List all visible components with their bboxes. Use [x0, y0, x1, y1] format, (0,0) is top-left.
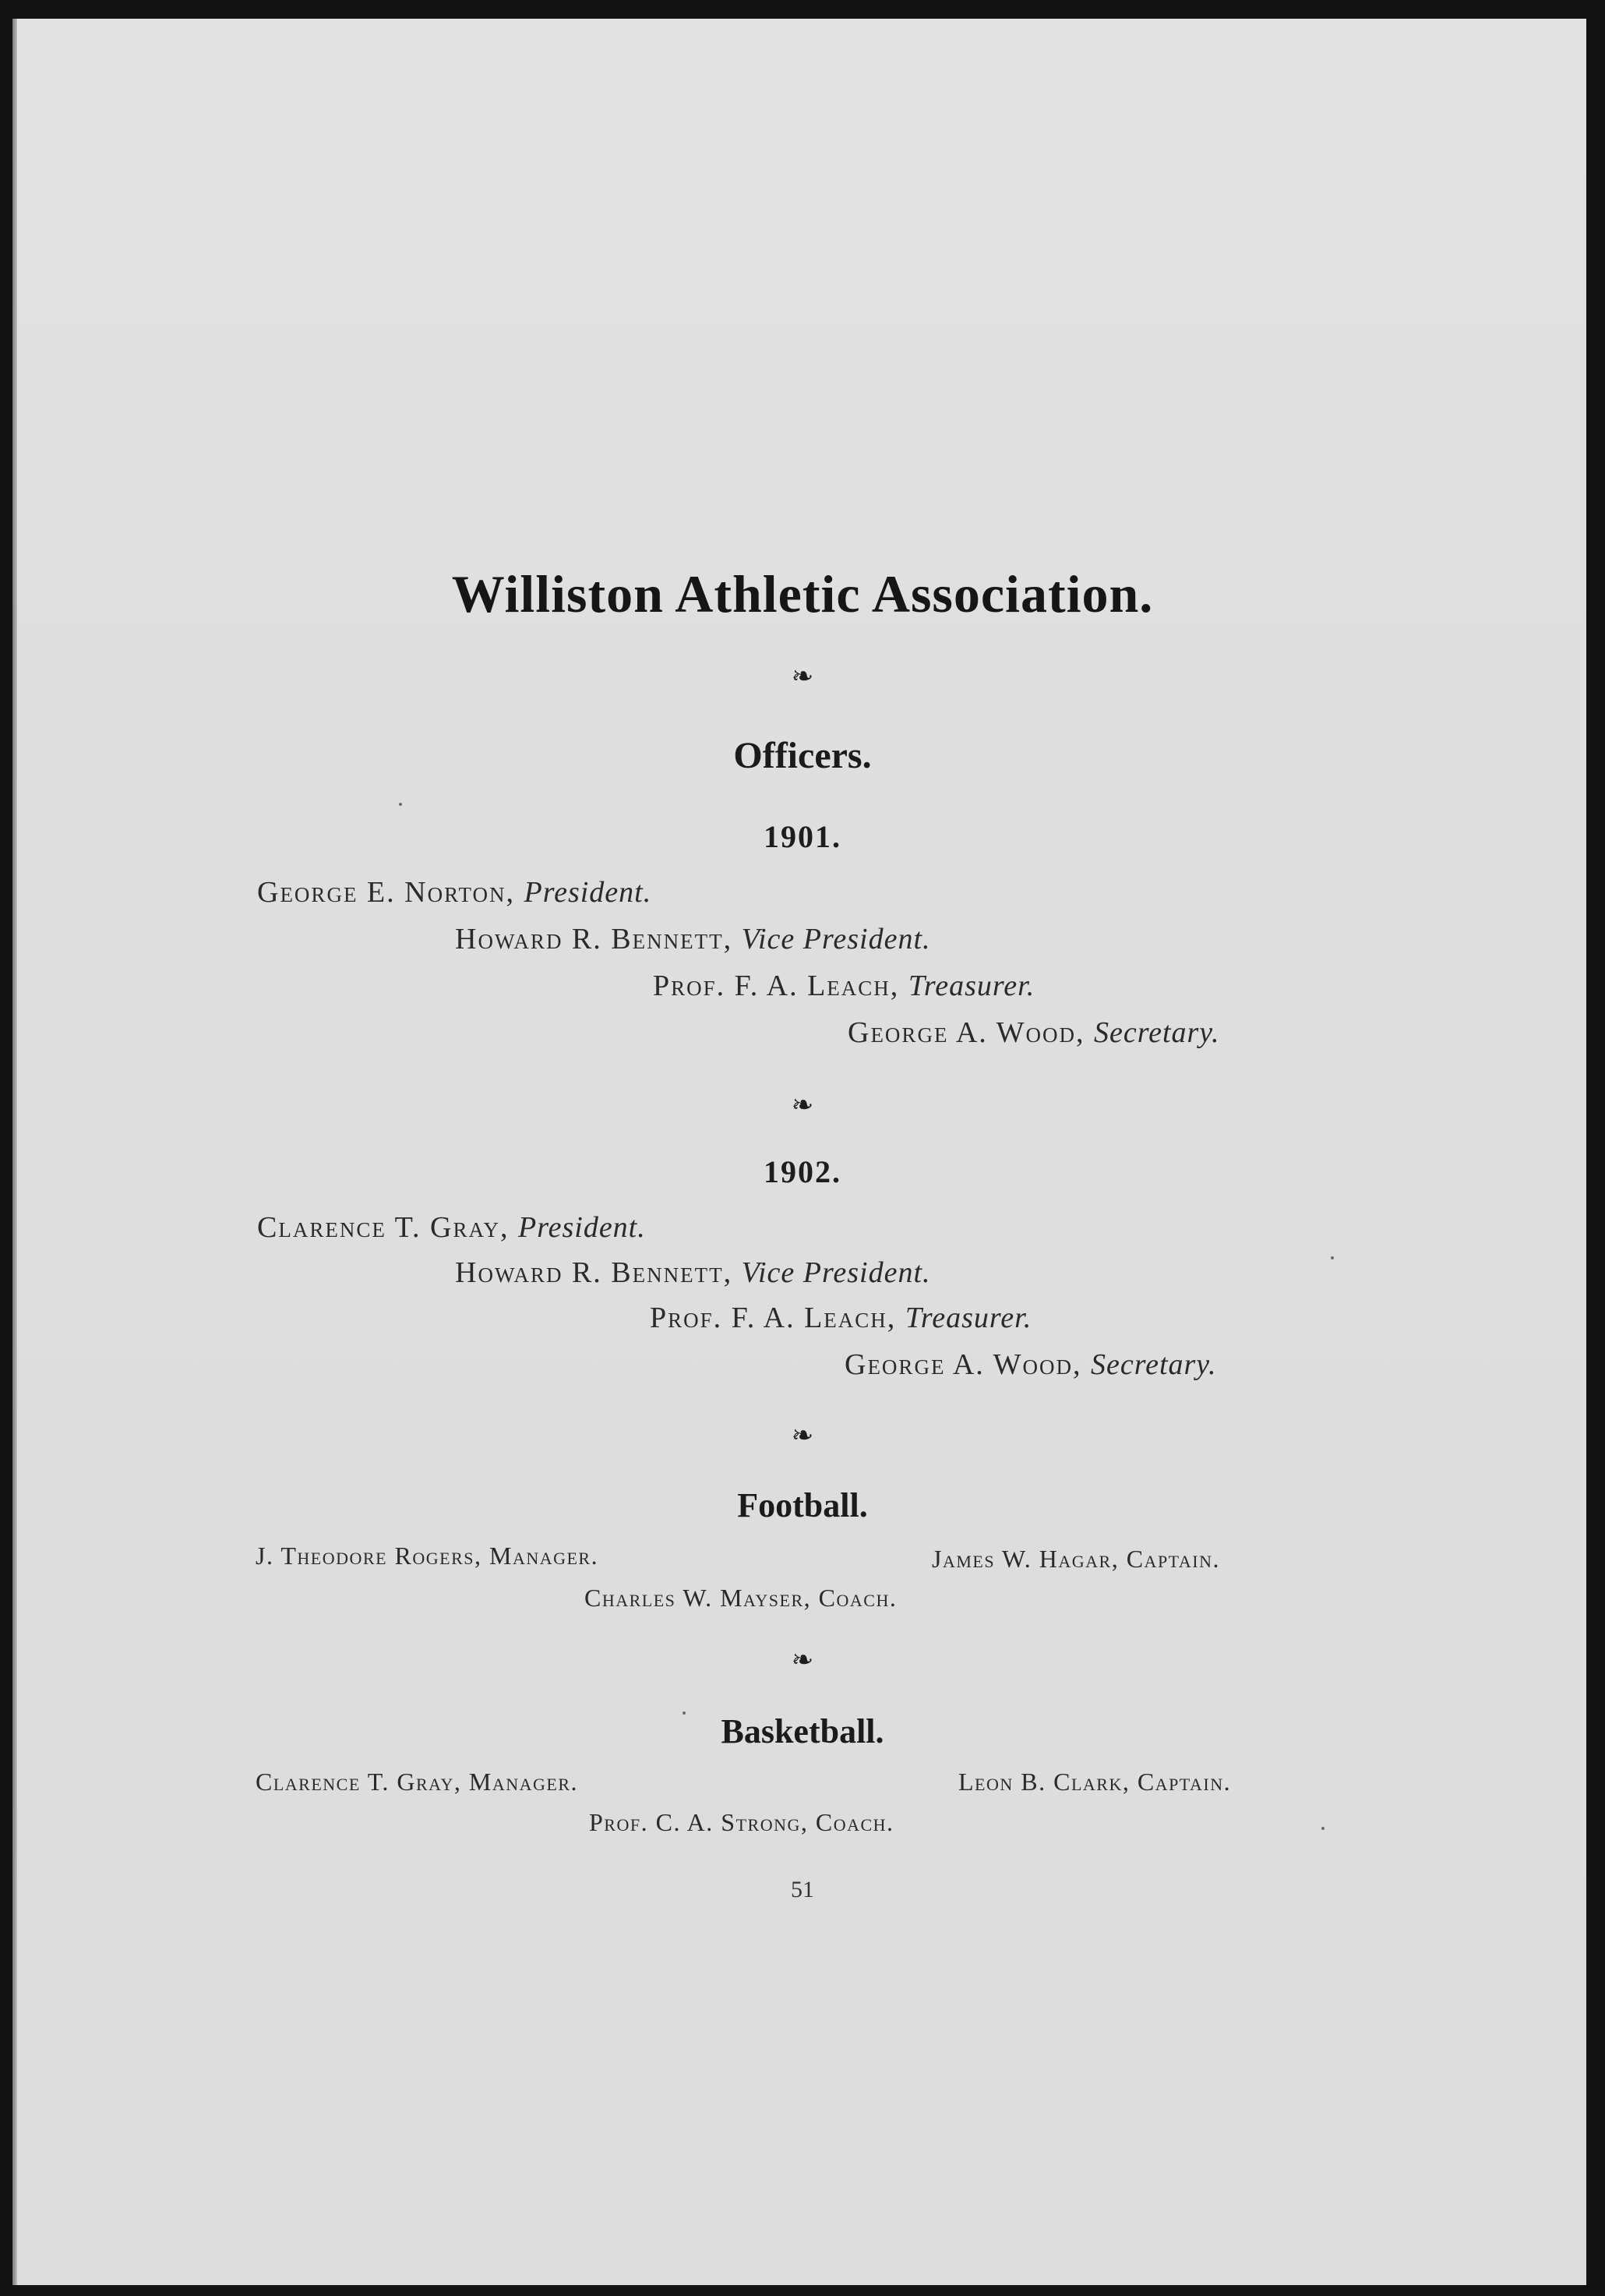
officer-1901-president	[257, 878, 651, 907]
officer-name: Prof. F. A. Leach,	[653, 970, 900, 1002]
officer-role: Vice President.	[741, 923, 931, 955]
officer-role: Treasurer.	[908, 970, 1035, 1002]
officer-role: Secretary.	[1093, 1016, 1220, 1049]
ornament-icon: ❧	[791, 662, 814, 691]
football-captain: James W. Hagar, Captain.	[932, 1545, 1220, 1573]
officer-role: President.	[524, 876, 652, 909]
basketball-captain: Leon B. Clark, Captain.	[958, 1768, 1232, 1796]
basketball-coach: Prof. C. A. Strong, Coach.	[589, 1808, 894, 1836]
football-coach: Charles W. Mayser, Coach.	[584, 1584, 898, 1612]
football-heading: Football.	[737, 1486, 868, 1524]
officer-1901-vice-president	[455, 924, 931, 954]
year-1901-heading: 1901.	[764, 819, 841, 854]
officer-1902-treasurer	[650, 1303, 1032, 1333]
scanned-page	[12, 19, 1586, 2285]
basketball-heading: Basketball.	[721, 1712, 884, 1750]
page-title: Williston Athletic Association.	[451, 564, 1154, 623]
officers-heading: Officers.	[733, 735, 872, 776]
officer-1901-secretary	[848, 1018, 1220, 1047]
officer-1901-treasurer	[653, 971, 1035, 1001]
officer-name: George E. Norton,	[257, 876, 515, 909]
page-number: 51	[791, 1877, 814, 1902]
officer-1902-vice-president	[455, 1258, 931, 1288]
officer-name: George A. Wood,	[848, 1016, 1085, 1049]
football-manager: J. Theodore Rogers, Manager.	[256, 1542, 599, 1570]
officer-name: Howard R. Bennett,	[455, 1256, 733, 1289]
officer-name: Howard R. Bennett,	[455, 923, 733, 955]
officer-1902-secretary	[845, 1350, 1217, 1379]
scan-speck	[399, 803, 402, 806]
ornament-icon: ❧	[791, 1422, 814, 1450]
officer-name: George A. Wood,	[845, 1348, 1082, 1381]
officer-1902-president	[257, 1213, 646, 1242]
officer-role: President.	[518, 1211, 646, 1244]
ornament-icon: ❧	[791, 1646, 814, 1675]
officer-role: Treasurer.	[905, 1302, 1032, 1334]
officer-name: Clarence T. Gray,	[257, 1211, 510, 1244]
scan-speck	[1331, 1256, 1334, 1259]
officer-role: Secretary.	[1090, 1348, 1217, 1381]
ornament-icon: ❧	[791, 1091, 814, 1120]
year-1902-heading: 1902.	[764, 1154, 841, 1189]
officer-name: Prof. F. A. Leach,	[650, 1302, 897, 1334]
officer-role: Vice President.	[741, 1256, 931, 1289]
scan-speck	[683, 1711, 686, 1715]
basketball-manager: Clarence T. Gray, Manager.	[256, 1768, 579, 1796]
scan-speck	[1321, 1827, 1325, 1830]
page-binding-edge	[12, 19, 17, 2285]
